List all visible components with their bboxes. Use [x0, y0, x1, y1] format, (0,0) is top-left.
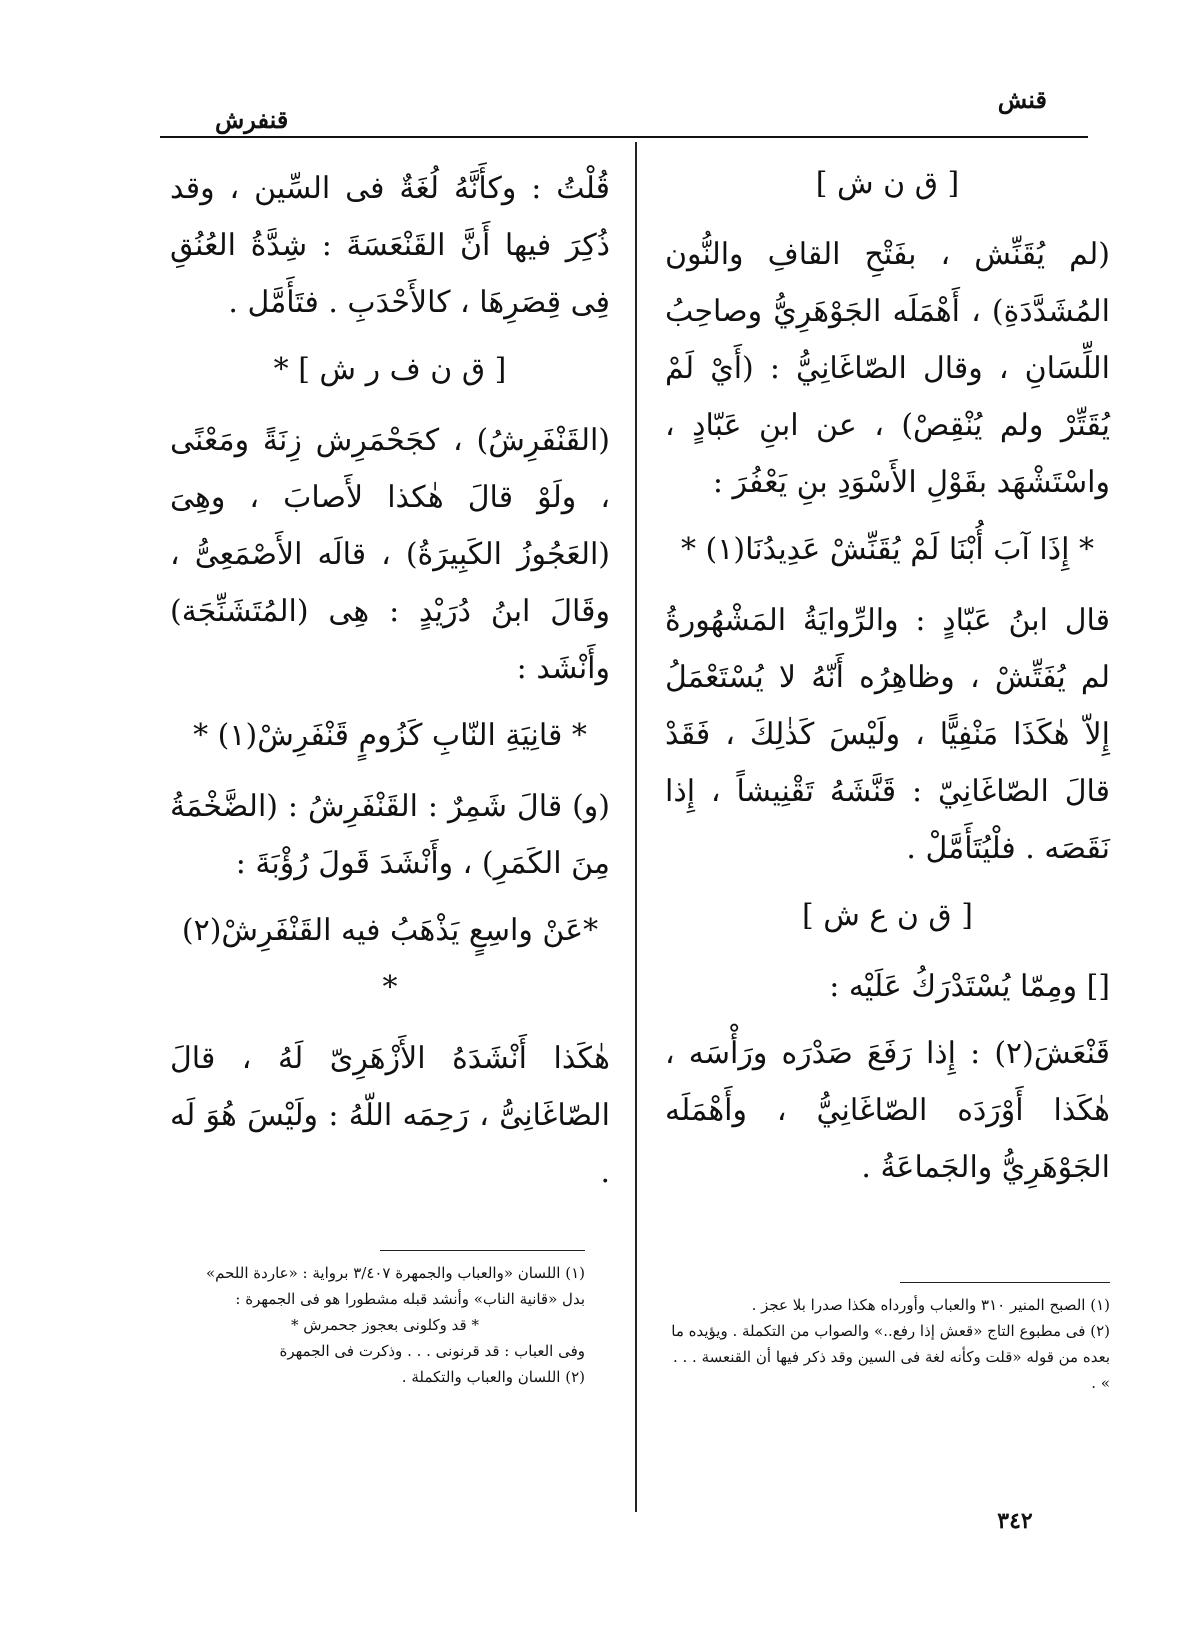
- entry-heading-qnash: [ ق ن ع ش ]: [802, 898, 973, 933]
- header-rule: [160, 136, 1088, 138]
- running-header-right: قنش: [997, 85, 1047, 114]
- right-column: [665, 155, 1110, 1206]
- entry-paragraph: (لم يُقَنِّش ، بفَتْحِ القافِ والنُّون المُشَدَّدَةِ) ، أَهْمَلَه الجَوْهَرِيُّ وصاحِبُ اللِّسَانِ ، وقال الصّاغَانِيُّ : (أَيْ لَمْ يُقَتِّرْ ولم يُنْقِصْ) ، عن ابنِ عَبّادٍ ، واسْتَشْهَد بقَوْلِ الأَسْوَدِ بنِ يَعْفُرَ :: [665, 237, 1110, 500]
- footnote: (٢) فى مطبوع التاج «قعش إذا رفع..» والصواب من التكملة . ويؤيده ما بعده من قوله «قلت وكأنه لغة فى السين وقد ذكر فيها أن القنعسة . . . » .: [671, 1322, 1110, 1392]
- footnotes-right: [660, 1292, 1110, 1396]
- footnote-verse: * قد وكلونى بعجوز جحمرش *: [291, 1316, 479, 1334]
- footnote: (٢) اللسان والعباب والتكملة .: [401, 1368, 585, 1386]
- entry-paragraph: (القَنْفَرِشُ) ، كجَحْمَرِش زِنَةً ومَعْنًى ، ولَوْ قالَ هٰكذا لأَصابَ ، وهِىَ (العَجُوزُ الكَبِيرَةُ) ، قالَه الأَصْمَعِىُّ ، وقَالَ ابنُ دُرَيْدٍ : هِى (المُتَشَنِّجَة) وأَنْشَد :: [170, 423, 610, 686]
- entry-heading-qnfrsh: [ ق ن ف ر ش ] *: [273, 352, 507, 387]
- footnote: (١) الصبح المنير ٣١٠ والعباب وأورداه هكذا صدرا بلا عجز .: [751, 1296, 1110, 1314]
- left-column: [170, 160, 610, 1211]
- entry-heading-qnsh: [ ق ن ش ]: [815, 166, 960, 201]
- footnote: وفى العباب : قد قرنونى . . . وذكرت فى الجمهرة: [279, 1342, 585, 1360]
- footnote-rule: [380, 1250, 585, 1251]
- entry-paragraph: (و) قالَ شَمِرٌ : القَنْفَرِشُ : (الضَّخْمَةُ مِنَ الكَمَرِ) ، وأَنْشَدَ قَولَ رُؤْبَةَ :: [170, 789, 610, 881]
- entry-paragraph: [] ومِمّا يُسْتَدْرَكُ عَلَيْه :: [829, 969, 1110, 1004]
- verse-line: * إِذَا آبَ أُبْنَا لَمْ يُقَنِّشْ عَدِيدُنَا(١) *: [681, 532, 1094, 567]
- column-divider: [635, 142, 637, 1512]
- footnote-rule: [900, 1282, 1110, 1283]
- verse-line: *عَنْ واسِعٍ يَذْهَبُ فيه القَنْفَرِشْ(٢) *: [181, 913, 599, 1005]
- entry-paragraph: هٰكَذا أَنْشَدَهُ الأَزْهَرِىّ لَهُ ، قالَ الصّاغَانِىُّ ، رَحِمَه اللّهُ : ولَيْسَ هُوَ لَه .: [170, 1041, 610, 1190]
- verse-line: * قانِيَةِ النّابِ كَزُومٍ قَنْفَرِشْ(١) *: [193, 718, 587, 753]
- entry-paragraph: قَنْعَشَ(٢) : إِذا رَفَعَ صَدْرَه ورَأْسَه ، هٰكَذا أَوْرَدَه الصّاغَانِيُّ ، وأَهْمَلَه الجَوْهَرِيُّ والجَماعَةُ .: [665, 1036, 1110, 1185]
- footnote: (١) اللسان «والعباب والجمهرة ٣/٤٠٧ برواية : «عاردة اللحم» بدل «قانية الناب» وأنشد قبله مشطورا هو فى الجمهرة :: [205, 1264, 585, 1308]
- footnotes-left: [185, 1260, 585, 1390]
- entry-paragraph: قُلْتُ : وكأَنَّهُ لُغَةٌ فى السِّين ، وقد ذُكِرَ فيها أَنَّ القَنْعَسَةَ : شِدَّةُ العُنُقِ فِى قِصَرِهَا ، كالأَحْدَبِ . فتَأَمَّل .: [170, 171, 610, 320]
- running-header-left: قنفرش: [215, 105, 289, 134]
- page-number: ٣٤٢: [997, 1508, 1033, 1534]
- entry-paragraph: قال ابنُ عَبّادٍ : والرِّوايَةُ المَشْهُورةُ لم يُفَتِّشْ ، وظاهِرُه أَنّهُ لا يُسْتَعْمَلُ إِلاّ هٰكَذَا مَنْفِيًّا ، ولَيْسَ كَذٰلِكَ ، فَقَدْ قالَ الصّاغَانِيّ : قَنَّشَهُ تَقْنِيشاً ، إِذا نَقَصَه . فلْيُتَأَمَّلْ .: [665, 603, 1110, 866]
